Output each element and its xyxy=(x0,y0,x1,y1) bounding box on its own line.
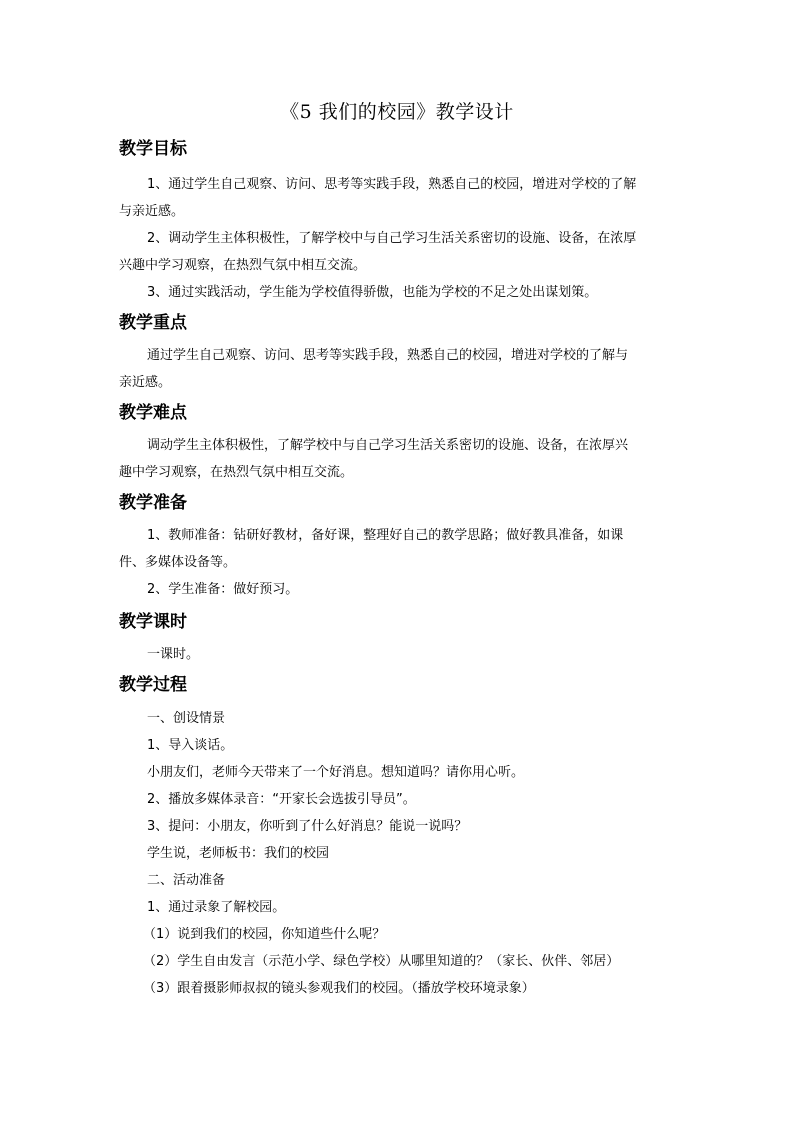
key-points-line: 通过学生自己观察、访问、思考等实践手段，熟悉自己的校园，增进对学校的了解与 xyxy=(147,348,629,363)
difficulties-line: 调动学生主体积极性，了解学校中与自己学习生活关系密切的设施、设备，在浓厚兴 xyxy=(147,438,629,453)
class-hours-line: 一课时。 xyxy=(147,647,200,662)
objectives-line: 1、通过学生自己观察、访问、思考等实践手段，熟悉自己的校园，增进对学校的了解 xyxy=(147,177,637,192)
section-heading-objectives: 教学目标 xyxy=(119,139,187,159)
process-line: 3、提问：小朋友，你听到了什么好消息？能说一说吗？ xyxy=(147,819,468,834)
preparation-line: 件、多媒体设备等。 xyxy=(119,555,237,570)
process-line: （3）跟着摄影师叔叔的镜头参观我们的校园。（播放学校环境录象） xyxy=(143,981,535,996)
section-heading-process: 教学过程 xyxy=(119,675,187,695)
objectives-line: 3、通过实践活动，学生能为学校值得骄傲，也能为学校的不足之处出谋划策。 xyxy=(147,285,598,300)
process-line: （2）学生自由发言（示范小学、绿色学校）从哪里知道的？（家长、伙伴、邻居） xyxy=(143,954,620,969)
preparation-line: 1、教师准备：钻研好教材，备好课，整理好自己的教学思路；做好教具准备，如课 xyxy=(147,528,624,543)
key-points-line: 亲近感。 xyxy=(119,375,172,390)
section-heading-key-points: 教学重点 xyxy=(119,313,187,333)
process-line: 1、导入谈话。 xyxy=(147,738,234,753)
section-heading-preparation: 教学准备 xyxy=(119,493,187,513)
difficulties-line: 趣中学习观察，在热烈气氛中相互交流。 xyxy=(119,465,354,480)
section-heading-class-hours: 教学课时 xyxy=(119,612,187,632)
objectives-line: 兴趣中学习观察，在热烈气氛中相互交流。 xyxy=(119,258,367,273)
process-line: 一、创设情景 xyxy=(147,711,226,726)
objectives-line: 2、调动学生主体积极性，了解学校中与自己学习生活关系密切的设施、设备，在浓厚 xyxy=(147,231,637,246)
process-line: 小朋友们，老师今天带来了一个好消息。想知道吗？请你用心听。 xyxy=(147,765,525,780)
preparation-line: 2、学生准备：做好预习。 xyxy=(147,582,299,597)
process-line: 2、播放多媒体录音：“开家长会选拔引导员”。 xyxy=(147,792,416,807)
document-title: 《5 我们的校园》教学设计 xyxy=(280,101,514,123)
objectives-line: 与亲近感。 xyxy=(119,204,185,219)
process-line: （1）说到我们的校园，你知道些什么呢？ xyxy=(143,927,386,942)
process-line: 二、活动准备 xyxy=(147,873,226,888)
process-line: 1、通过录象了解校园。 xyxy=(147,900,286,915)
section-heading-difficulties: 教学难点 xyxy=(119,403,187,423)
process-line: 学生说，老师板书：我们的校园 xyxy=(147,846,330,861)
